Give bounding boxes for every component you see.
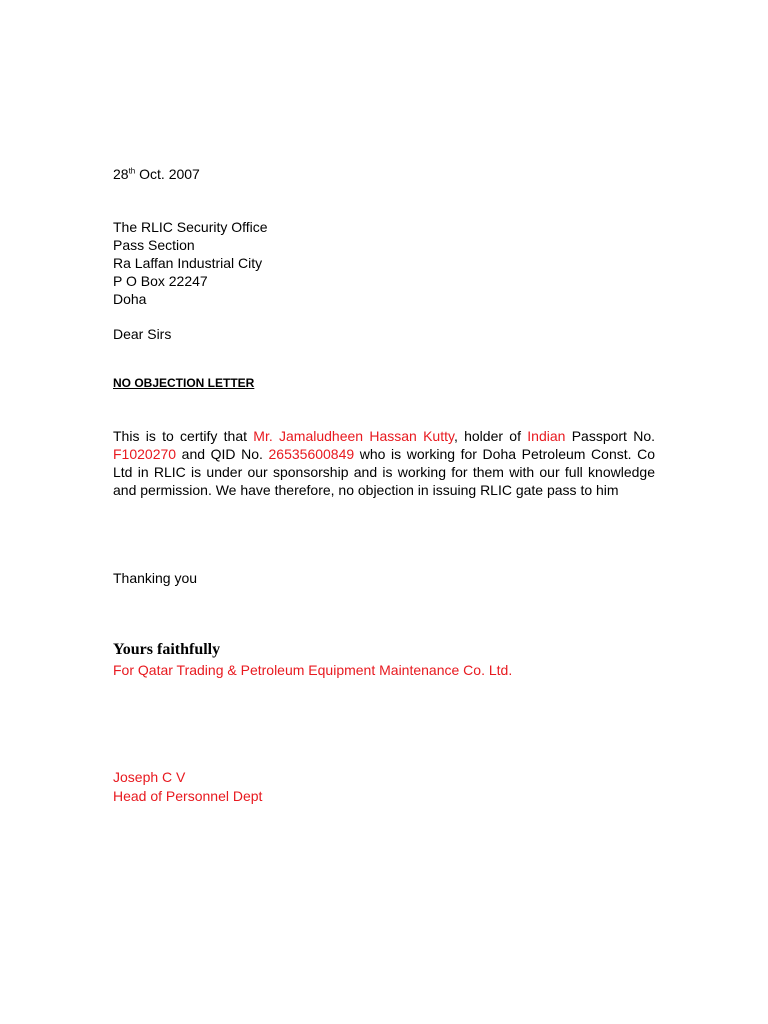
date-suffix: th (128, 166, 136, 176)
qid-number: 26535600849 (268, 446, 355, 462)
recipient-line: Pass Section (113, 237, 195, 253)
body-text: Passport No. (565, 428, 655, 444)
signer-name: Joseph C V (113, 769, 186, 785)
closing: Yours faithfully (113, 641, 221, 658)
salutation: Dear Sirs (113, 326, 172, 342)
signer-block (113, 768, 655, 806)
recipient-line: The RLIC Security Office (113, 219, 268, 235)
body-text: This is to certify that (113, 428, 254, 444)
recipient-line: Doha (113, 291, 147, 307)
company-name: For Qatar Trading & Petroleum Equipment Maintenance Co. Ltd. (113, 662, 513, 678)
body-text: , holder of (453, 428, 528, 444)
date-rest: Oct. 2007 (135, 166, 200, 182)
employee-name: Mr. Jamaludheen Hassan Kutty (253, 428, 454, 444)
recipient-line: P O Box 22247 (113, 273, 208, 289)
body-text: and QID No. (176, 446, 269, 462)
letter-date (113, 165, 655, 183)
letter-subject: NO OBJECTION LETTER (113, 376, 255, 390)
signer-title: Head of Personnel Dept (113, 788, 263, 804)
passport-number: F1020270 (113, 446, 177, 462)
letter-body (113, 427, 655, 499)
thanks-line: Thanking you (113, 570, 198, 586)
recipient-address (113, 218, 655, 308)
body-text: who is working for Doha Petroleum Const. Co Ltd in RLIC is under our sponsorship and is working for them with our full knowledge and permission. We have therefore, no objection in issuing RLIC gate pass to him (113, 446, 656, 498)
nationality: Indian (527, 428, 566, 444)
date-day: 28 (113, 166, 129, 182)
recipient-line: Ra Laffan Industrial City (113, 255, 263, 271)
